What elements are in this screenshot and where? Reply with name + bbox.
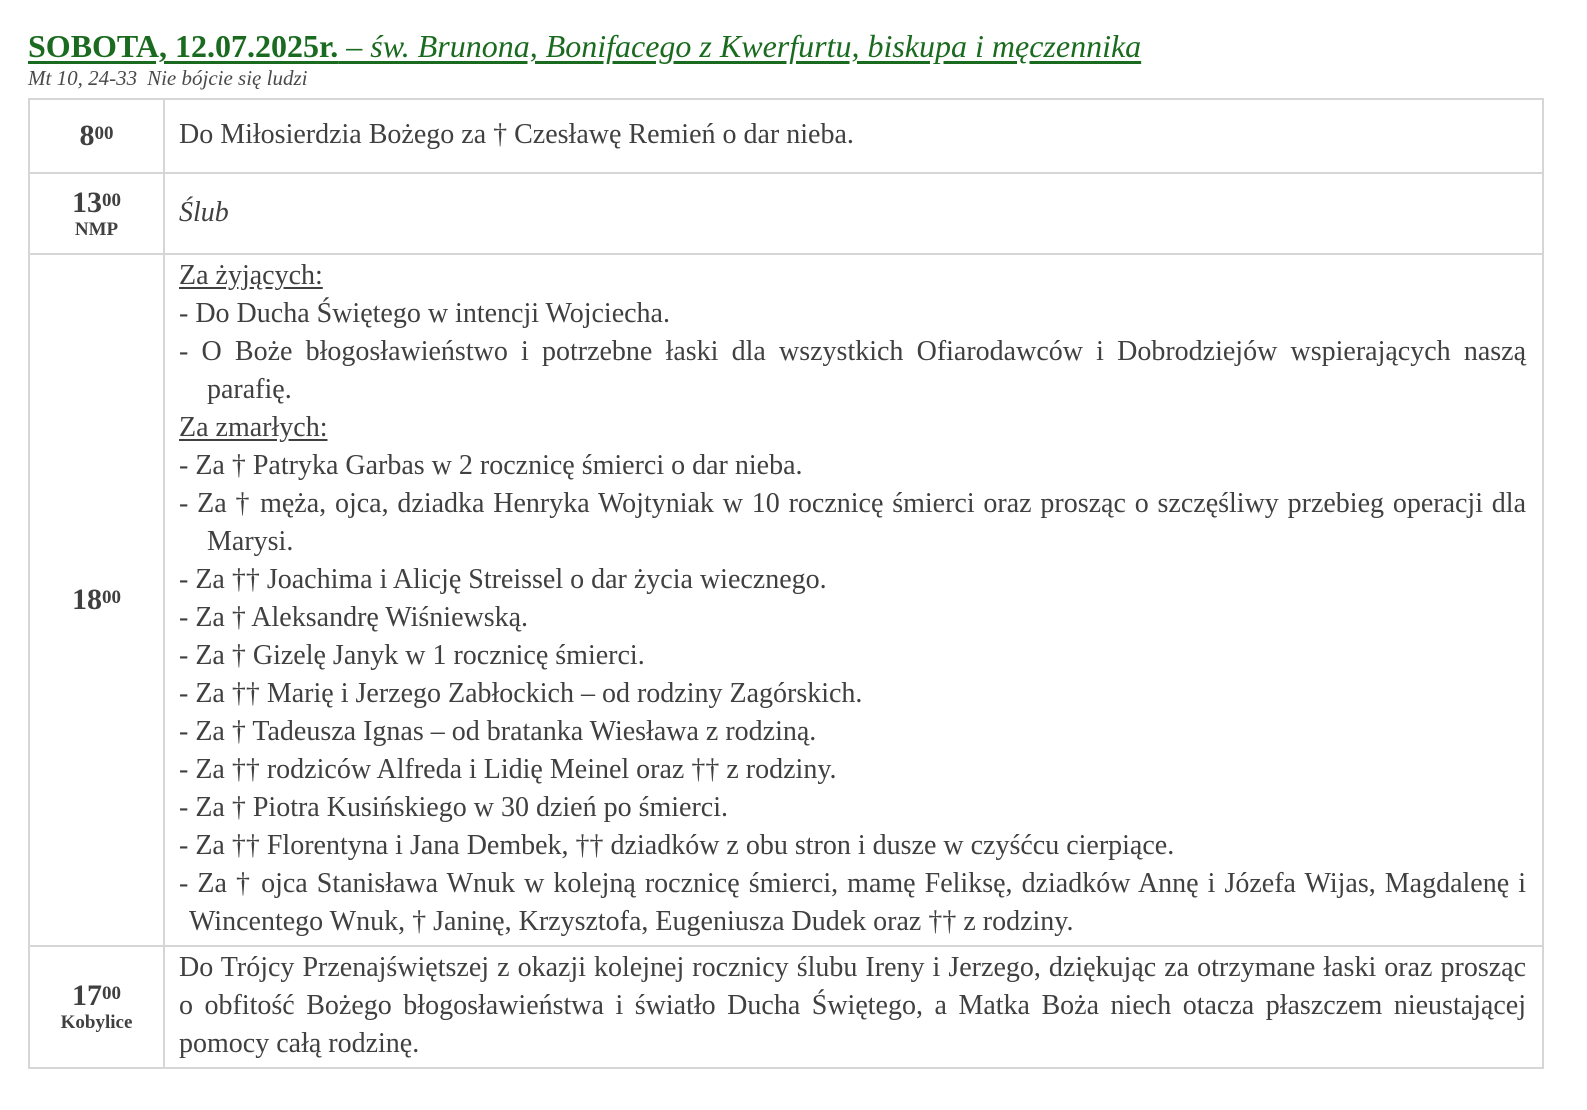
mass-hour: $17^{00}$ <box>72 979 121 1012</box>
title-day: SOBOTA, 12.07.2025r. <box>28 28 339 64</box>
page-header <box>28 26 1558 90</box>
mass-hour: $13^{00}$ <box>72 185 121 219</box>
mass-minutes: 00 <box>102 189 121 211</box>
intention-item: - Za †† Marię i Jerzego Zabłockich – od rodziny Zagórskich. <box>179 678 863 709</box>
mass-hour: $18^{00}$ <box>72 583 121 616</box>
intention-item: - Za † męża, ojca, dziadka Henryka Wojtyniak w 10 rocznicę śmierci oraz prosząc o szczęśliwy przebieg operacji dla Marysi. <box>179 488 1526 557</box>
intention-item: - Za † ojca Stanisława Wnuk w kolejną rocznicę śmierci, mamę Feliksę, dziadków Annę i Józefa Wijas, Magdalenę i Wincentego Wnuk, † Janinę, Krzysztofa, Eugeniusza Dudek oraz †† z rodziny. <box>179 868 1526 937</box>
mass-intention: Ślub <box>164 173 1543 254</box>
mass-place: NMP <box>74 218 119 240</box>
mass-intentions-table <box>28 98 1544 1069</box>
dead-heading: Za zmarłych: <box>179 412 328 443</box>
intention-item: - Za †† Joachima i Alicję Streissel o dar życia wiecznego. <box>179 564 827 595</box>
intention-item: - Za †† Florentyna i Jana Dembek, †† dziadków z obu stron i dusze w czyśćcu cierpiące. <box>179 830 1175 861</box>
intention-item: - Do Ducha Świętego w intencji Wojciecha. <box>179 298 670 329</box>
mass-hour: $8^{00}$ <box>79 119 114 152</box>
mass-intention: Do Trójcy Przenajświętszej z okazji kolejnej rocznicy ślubu Ireny i Jerzego, dziękując za otrzymane łaski oraz prosząc o obfitość Bożego błogosławieństwa i światło Ducha Świętego, a Matka Boża niech otacza płaszczem nieustającej pomocy całą rodzinę. <box>164 946 1543 1068</box>
mass-intention: Do Miłosierdzia Bożego za † Czesławę Remień o dar nieba. <box>164 99 1543 173</box>
intention-item: - Za † Gizelę Janyk w 1 rocznicę śmierci. <box>179 640 645 671</box>
mass-time <box>29 173 164 254</box>
mass-time <box>29 254 164 946</box>
intention-item: - O Boże błogosławieństwo i potrzebne łaski dla wszystkich Ofiarodawców i Dobrodziejów wspierających naszą parafię. <box>179 336 1526 405</box>
intention-item: - Za † Patryka Garbas w 2 rocznicę śmierci o dar nieba. <box>179 450 803 481</box>
mass-minutes: 00 <box>94 123 114 144</box>
mass-place: Kobylice <box>60 1012 133 1033</box>
mass-time <box>29 99 164 173</box>
intention-item: - Za † Aleksandrę Wiśniewską. <box>179 602 529 633</box>
intention-item: - Za † Piotra Kusińskiego w 30 dzień po śmierci. <box>179 792 729 823</box>
intention-item: - Za † Tadeusza Ignas – od bratanka Wiesława z rodziną. <box>179 716 817 747</box>
mass-row-1700 <box>29 946 1543 1068</box>
mass-row-1300 <box>29 173 1543 254</box>
mass-time <box>29 946 164 1068</box>
title-saint: – św. Brunona, Bonifacego z Kwerfurtu, biskupa i męczennika <box>338 28 1142 64</box>
mass-minutes: 00 <box>102 983 121 1004</box>
gospel-title: Nie bójcie się ludzi <box>147 66 308 90</box>
living-heading: Za żyjących: <box>179 260 323 291</box>
gospel-reference <box>28 66 1558 90</box>
gospel-ref: Mt 10, 24-33 <box>28 66 138 90</box>
mass-row-0800 <box>29 99 1543 173</box>
page-title <box>28 26 1558 66</box>
mass-minutes: 00 <box>102 587 121 608</box>
mass-row-1800 <box>29 254 1543 946</box>
mass-intentions-list <box>164 254 1543 946</box>
intention-item: - Za †† rodziców Alfreda i Lidię Meinel oraz †† z rodziny. <box>179 754 837 785</box>
